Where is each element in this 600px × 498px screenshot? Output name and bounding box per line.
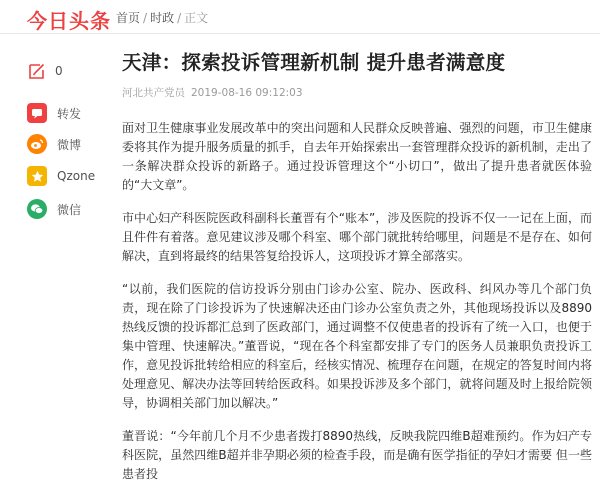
wechat-icon <box>27 199 47 219</box>
share-repost-label: 转发 <box>57 106 82 121</box>
article-datetime: 2019-08-16 09:12:03 <box>191 87 303 99</box>
article-body <box>122 119 592 484</box>
share-weibo-label: 微博 <box>57 137 82 152</box>
breadcrumb-home[interactable]: 首页 <box>116 11 141 25</box>
share-wechat-button[interactable] <box>27 198 107 220</box>
comment-icon <box>27 61 47 81</box>
article-meta <box>122 85 592 100</box>
qzone-icon <box>27 166 47 186</box>
repost-icon <box>27 103 47 123</box>
share-weibo-button[interactable] <box>27 133 107 155</box>
article-paragraph: 市中心妇产科医院医政科副科长董晋有个“账本”，涉及医院的投诉不仅一一记在上面，而且件件有着落。意见建议涉及哪个科室、哪个部门就批转给哪里，问题是不是存在、如何解决，直到将最终的结果答复给投诉人，这项投诉才算全部落实。 <box>122 211 592 263</box>
article-paragraph: 董晋说：“今年前几个月不少患者拨打8890热线，反映我院四维B超难预约。作为妇产专科医院，虽然四维B超并非孕期必须的检查手段，而是确有医学指征的孕妇才需要 但一些患者投 <box>122 429 592 481</box>
article-source[interactable]: 河北共产党员 <box>122 87 185 99</box>
site-logo[interactable]: 今日头条 <box>27 9 111 33</box>
breadcrumb-politics[interactable]: 时政 <box>150 11 175 25</box>
share-repost-button[interactable] <box>27 102 107 124</box>
breadcrumb-separator: / <box>177 11 182 25</box>
comment-button[interactable] <box>27 60 107 82</box>
article-paragraph: “以前，我们医院的信访投诉分别由门诊办公室、院办、医政科、纠风办等几个部门负责，现在除了门诊投诉为了快速解决还由门诊办公室负责之外，其他现场投诉以及8890热线反馈的投诉都汇总到了医政部门，通过调整不仅使患者的投诉有了统一入口，也便于集中管理、快速解决。”董晋说，“现在各个科室都安排了专门的医务人员兼职负责投诉工作，意见投诉批转给相应的科室后，经核实情况、梳理存在问题，在规定的答复时间内将处理意见、解决办法等回转给医政科。如果投诉涉及多个部门，就将问题及时上报给院领导，协调相关部门加以解决。” <box>122 282 592 410</box>
share-wechat-label: 微信 <box>57 202 82 217</box>
comment-count: 0 <box>55 64 63 78</box>
weibo-icon <box>27 134 47 154</box>
top-bar <box>0 0 600 34</box>
article-paragraph: 面对卫生健康事业发展改革中的突出问题和人民群众反映普遍、强烈的问题，市卫生健康委将其作为提升服务质量的抓手，自去年开始探索出一套管理群众投诉的新机制，走出了一条解决群众投诉的新路子。通过投诉管理这个“小切口”，做出了提升患者就医体验的“大文章”。 <box>122 121 592 192</box>
article-title: 天津：探索投诉管理新机制 提升患者满意度 <box>122 51 506 74</box>
breadcrumb-separator: / <box>143 11 148 25</box>
breadcrumb <box>116 9 208 26</box>
share-qzone-label: Qzone <box>57 169 96 183</box>
breadcrumb-current: 正文 <box>184 11 209 25</box>
article <box>122 50 592 498</box>
share-qzone-button[interactable] <box>27 165 107 187</box>
